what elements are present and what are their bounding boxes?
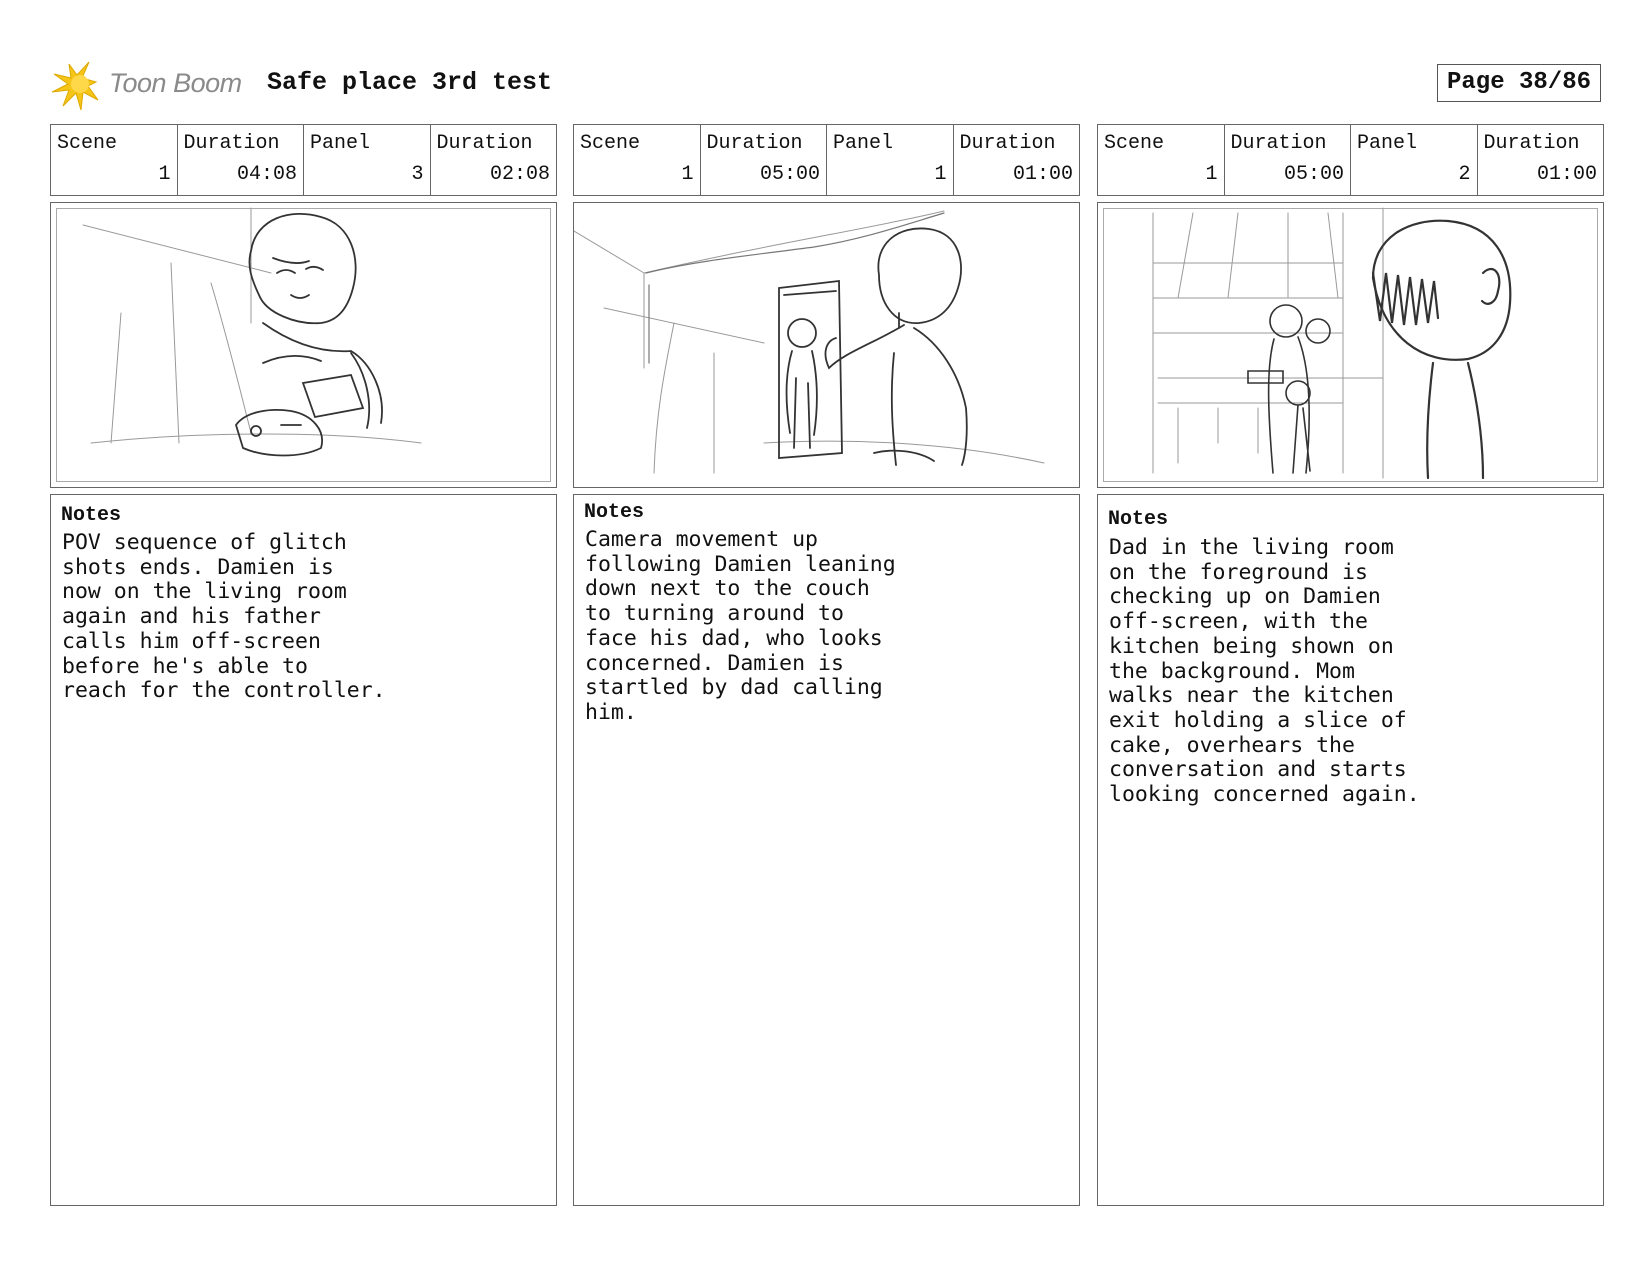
duration-label: Duration [1230,132,1327,155]
panel-value: 3 [411,163,424,186]
sketch-drawing [574,203,1080,488]
panel-label: Panel [310,132,371,155]
storyboard-panel-1 [50,124,557,1206]
sketch-drawing [1098,203,1604,488]
panel-label: Panel [833,132,894,155]
panel-sketch-frame[interactable] [50,202,557,488]
logo-text: Toon Boom [109,68,242,98]
panel-duration-value: 02:08 [489,163,550,186]
scene-duration-cell [700,125,827,195]
toon-boom-logo [52,58,252,114]
document-title: Safe place 3rd test [267,68,553,97]
scene-cell [51,125,177,195]
panel-duration-cell [953,125,1080,195]
duration-label: Duration [183,132,280,155]
panel-info-table [1097,124,1604,196]
duration-label: Duration [436,132,533,155]
scene-cell [574,125,700,195]
page-indicator: Page 38/86 [1437,64,1601,102]
starburst-icon [52,58,108,114]
panel-duration-cell [1477,125,1604,195]
scene-label: Scene [1104,132,1165,155]
panel-duration-cell [430,125,557,195]
panel-cell [303,125,430,195]
scene-label: Scene [580,132,641,155]
panel-sketch-frame[interactable] [573,202,1080,488]
notes-box[interactable] [50,494,557,1206]
scene-value: 1 [158,163,171,186]
storyboard-panel-2 [573,124,1080,1206]
scene-value: 1 [681,163,694,186]
scene-duration-cell [177,125,304,195]
panel-cell [826,125,953,195]
scene-cell [1098,125,1224,195]
panel-label: Panel [1357,132,1418,155]
panel-duration-value: 01:00 [1012,163,1073,186]
panel-value: 2 [1458,163,1471,186]
notes-label: Notes [584,501,645,524]
panel-value: 1 [934,163,947,186]
notes-label: Notes [1108,508,1169,531]
duration-label: Duration [959,132,1056,155]
duration-label: Duration [706,132,803,155]
scene-duration-cell [1224,125,1351,195]
panel-sketch-frame[interactable] [1097,202,1604,488]
duration-label: Duration [1483,132,1580,155]
panel-duration-value: 01:00 [1536,163,1597,186]
notes-text: POV sequence of glitch shots ends. Damien is now on the living room again and his father calls him off-screen before he's able to reach for the controller. [62,530,386,704]
notes-box[interactable] [1097,494,1604,1206]
notes-box[interactable] [573,494,1080,1206]
notes-text: Camera movement up following Damien leaning down next to the couch to turning around to face his dad, who looks concerned. Damien is startled by dad calling him. [585,527,896,725]
notes-text: Dad in the living room on the foreground is checking up on Damien off-screen, with the kitchen being shown on the background. Mom walks near the kitchen exit holding a slice of cake, overhears the conversation and starts looking concerned again. [1109,535,1420,808]
panel-cell [1350,125,1477,195]
sketch-drawing [51,203,557,488]
panel-info-table [50,124,557,196]
scene-label: Scene [57,132,118,155]
page-header [0,0,1650,120]
scene-duration-value: 04:08 [236,163,297,186]
panel-info-table [573,124,1080,196]
scene-duration-value: 05:00 [1283,163,1344,186]
notes-label: Notes [61,504,122,527]
scene-value: 1 [1205,163,1218,186]
scene-duration-value: 05:00 [759,163,820,186]
storyboard-panel-3 [1097,124,1604,1206]
